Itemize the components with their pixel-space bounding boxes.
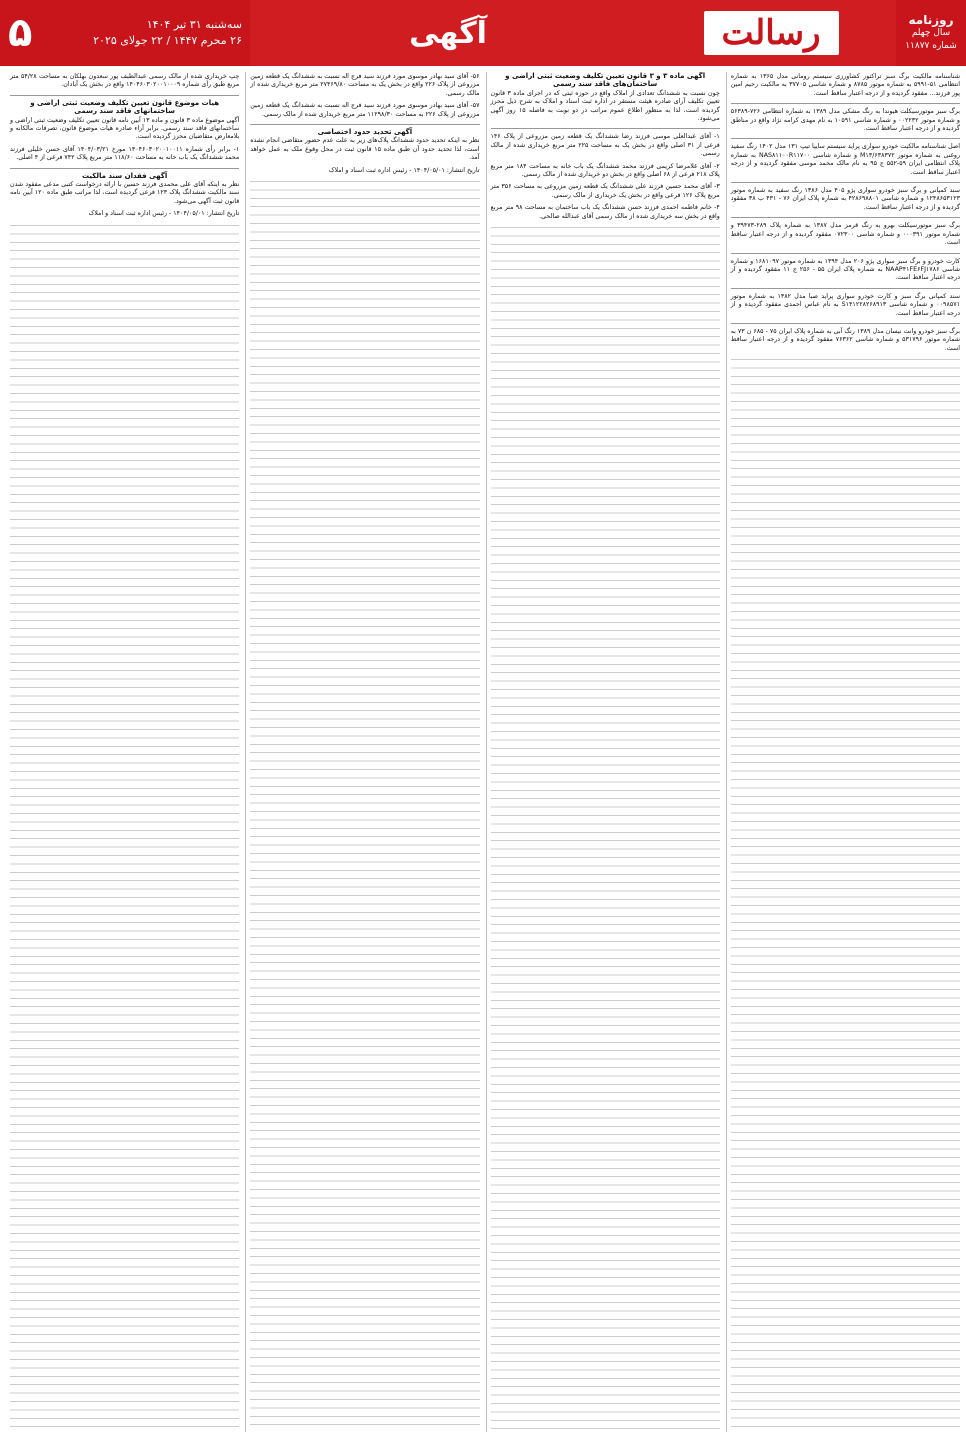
ad-item: ۱- آقای عبدالعلی موسی فرزند رضا ششدانگ یک قطعه زمین مزروعی از پلاک ۱۴۶ فرعی از ۳۱ اصلی واقع در بخش یک به مساحت ۲۲۵ متر مربع خریداری شده از مالک رسمی.: [490, 133, 720, 158]
small-print-text: [10, 222, 239, 1432]
ad-item: چپ خریداری شده از مالک رسمی عبدالطیف پور سعدون بهلکان به مساحت ۵۴/۲۸ متر مربع طبق رأی شماره ۱۴۰۴۶۰۳۰۲۰۰۱۰۰۰۹ واقع در بخش یک آبادان.: [10, 73, 240, 89]
small-print-text: [250, 178, 479, 1432]
column-1: [726, 72, 960, 1432]
ad-item: سند کمپانی برگ سبز و کارت خودرو سواری پراید صبا مدل ۱۳۸۲ به شماره موتور ۰۰۹۸۵۷۱ و شماره شاسی S۱۴۱۲۲۸۲۶۸۹۱۳ به نام عباس احمدی مفقود گردیده و از درجه اعتبار ساقط است.: [730, 292, 960, 317]
date-box: [0, 0, 250, 66]
ad-item: آگهی تحدید حدود اختصاصی نظر به اینکه تحدید حدود ششدانگ پلاک‌های زیر به علت عدم حضور متقاضی انجام نشده است، لذا تحدید حدود آن طبق ماده ۱۵ قانون ثبت در محل وقوع ملک به عمل خواهد آمد.: [250, 128, 480, 162]
ad-item: سند کمپانی و برگ سبز خودرو سواری پژو ۴۰۵ مدل ۱۳۸۶ رنگ سفید به شماره موتور ۱۲۴۸۶۵۳۱۲۳ و شماره شاسی ۴۲۸۶۹۸۸۰۱ به شماره پلاک ایران ۷۶ - ۴۳۱ ب ۳۸ مفقود گردیده و از درجه اعتبار ساقط است.: [730, 187, 960, 211]
ad-item: برگ سبز موتورسیکلت بهرو به رنگ قرمز مدل ۱۳۸۷ به شماره پلاک ۲۸۹-۳۹۴۷۳ و شماره موتور ۰۰۰۳۹۱ و شماره شاسی ۰۷۲۳۰۰ مفقود گردیده و از درجه اعتبار ساقط است.: [730, 222, 960, 247]
ad-item: اصل شناسنامه مالکیت خودرو سواری پراید سیستم سایپا تیپ ۱۳۱ مدل ۱۴۰۲ رنگ سفید روغنی به شماره موتور M۱۳/۶۳۸۳۷۲ و شماره شاسی NAS۸۱۱۰۰R۱۱۷۰۰ به شماره پلاک انتظامی ایران ۵۹-۵۵۲ ج ۹۵ به نام مالک محمد موسی مفقود گردیده و از درجه اعتبار ساقط است.: [730, 143, 960, 176]
column-3: [245, 72, 479, 1432]
ad-item: ۱- برابر رأی شماره ۱۴۰۴۶۰۳۰۲۰۰۱۰۰۱۱ مورخ ۱۴۰۴/۰۳/۲۱ آقای حسن خلیلی فرزند محمد ششدانگ یک باب خانه به مساحت ۱۱۸/۶۰ متر مربع پلاک ۷۴۲ فرعی از ۴ اصلی.: [10, 145, 240, 162]
newspaper-logo: رسالت: [704, 11, 839, 55]
ad-item: ۵۶- آقای سید بهادر موسوی مورد فرزند سید فرج اله نسبت به ششدانگ یک قطعه زمین مزروعی از پلاک ۲۲۶ واقع در بخش یک به مساحت ۲۷۴۶۹/۸۰ متر مربع خریداری شده از مالک رسمی.: [250, 73, 480, 97]
issue-info: [896, 0, 966, 66]
issue-label: شماره ۱۱۸۷۷: [905, 40, 957, 51]
ad-item: هیات موضوع قانون تعیین تکلیف وضعیت ثبتی اراضی و ساختمانهای فاقد سند رسمی آگهی موضوع ماده ۳ قانون و ماده ۱۳ آیین نامه قانون تعیین تکلیف وضعیت ثبتی اراضی و ساختمانهای فاقد سند رسمی. برابر آراء صادره هیات موضوع قانون، تصرفات مالکانه و بلامعارض متقاضیان محرز گردیده است.: [10, 98, 240, 141]
ad-columns: [6, 72, 960, 1432]
page-number: ۵: [8, 10, 33, 56]
small-print-text: [491, 224, 720, 1432]
ad-item: ۴- خانم فاطمه احمدی فرزند حسن ششدانگ یک باب ساختمان به مساحت ۹۸ متر مربع واقع در بخش سه خریداری شده از مالک رسمی آقای عبدالله صالحی.: [490, 204, 720, 220]
column-4: [6, 72, 239, 1432]
ad-item: ۳- آقای محمد حسین فرزند علی ششدانگ یک قطعه زمین مزروعی به مساحت ۳۵۶ متر مربع پلاک ۱۲۶ فرعی واقع در بخش یک خریداری از مالک رسمی.: [490, 183, 720, 199]
ad-item: ۵۷- آقای سید بهادر موسوی مورد فرزند سید فرج اله نسبت به ششدانگ یک قطعه زمین مزروعی از پلاک ۲۲۶ به مساحت ۱۱۲۹۸/۳۰ متر مربع خریداری شده از مالک رسمی.: [250, 102, 480, 118]
ad-item: شناسنامه مالکیت برگ سبز تراکتور کشاورزی سیستم رومانی مدل ۱۳۶۵ به شماره انتظامی ۵۱-۵۹۹۱ به شماره موتور ۸۷۸۵ و شماره شاسی ۳۷۷۰۵ به مالکیت رحیم امین پور فرزند... مفقود گردیده و از درجه اعتبار ساقط است.: [730, 73, 960, 97]
ad-item: برگ سبز موتورسیکلت هیوندا به رنگ مشکی مدل ۱۳۸۹ به شماره انتظامی ۷۲۶-۵۶۳۸۹ و شماره موتور ۰۰۲۲۳۲ و شماره شاسی ۱۰۵۹۱ به نام مهدی کرامه نژاد واقع در مناطق گردیده و از درجه اعتبار ساقط است.: [730, 108, 960, 133]
year-label: سال چهلم: [911, 27, 951, 38]
ad-item: آگهی ماده ۳ و ۳ قانون تعیین تکلیف وضعیت ثبتی اراضی و ساختمان‌های فاقد سند رسمی چون نسبت به ششدانگ تعدادی از املاک واقع در حوزه ثبتی که در اجرای ماده ۳ قانون تعیین تکلیف آرای صادره هیئت مستقر در اداره ثبت اسناد و املاک به شرح ذیل محرز گردیده است، لذا به منظور اطلاع عموم مراتب در دو نوبت به فاصله ۱۵ روز آگهی می‌شود.: [490, 72, 720, 123]
masthead: [0, 0, 966, 66]
paper-tag: روزنامه: [908, 12, 954, 27]
logo-area: [646, 0, 896, 66]
small-print-text: [731, 356, 960, 1432]
ad-item: تاریخ انتشار: ۱۴۰۴/۰۵/۰۱ - رئیس اداره ثبت اسناد و املاک: [88, 210, 240, 218]
date-solar: سه‌شنبه ۳۱ تیر ۱۴۰۴: [146, 18, 242, 31]
column-2: [486, 72, 720, 1432]
ad-item: برگ سبز خودرو وانت نیسان مدل ۱۳۸۹ رنگ آبی به شماره پلاک ایران ۷۵ - ۶۸۵ ن ۷۳ به شماره موتور ۵۳۱۷۹۶ و شماره شاسی ۷۶۳۶۲ مفقود گردیده و از درجه اعتبار ساقط است.: [730, 327, 960, 352]
ad-item: آگهی فقدان سند مالکیت نظر به اینکه آقای علی محمدی فرزند حسین با ارائه درخواست کتبی مدعی مفقود شدن سند مالکیت ششدانگ پلاک ۱۲۳ فرعی گردیده است، لذا مراتب طبق ماده ۱۲۰ آیین نامه قانون ثبت آگهی می‌شود.: [10, 171, 240, 205]
ad-item: کارت خودرو و برگ سبز سواری پژو ۲۰۶ مدل ۱۳۹۴ به شماره موتور ۱۶۸۱۰۹۷ و شماره شاسی NAAP۴۱FE۶FJ۱۷۸۶ به شماره پلاک ایران ۵۵ - ۲۵۶ ج ۱۱ مفقود گردیده و از درجه اعتبار ساقط است.: [730, 257, 960, 282]
ad-item: تاریخ انتشار: ۱۴۰۴/۰۵/۰۱ - رئیس اداره ثبت اسناد و املاک: [328, 166, 480, 174]
date-other: ۲۶ محرم ۱۴۴۷ / ۲۲ جولای ۲۰۲۵: [93, 34, 242, 47]
section-title: آگهی: [250, 0, 646, 66]
ad-item: ۲- آقای غلامرضا کریمی فرزند محمد ششدانگ یک باب خانه به مساحت ۱۸۴ متر مربع پلاک ۲۱۸ فرعی از ۶۸ اصلی واقع در بخش دو خریداری شده از مالک رسمی.: [490, 162, 720, 179]
